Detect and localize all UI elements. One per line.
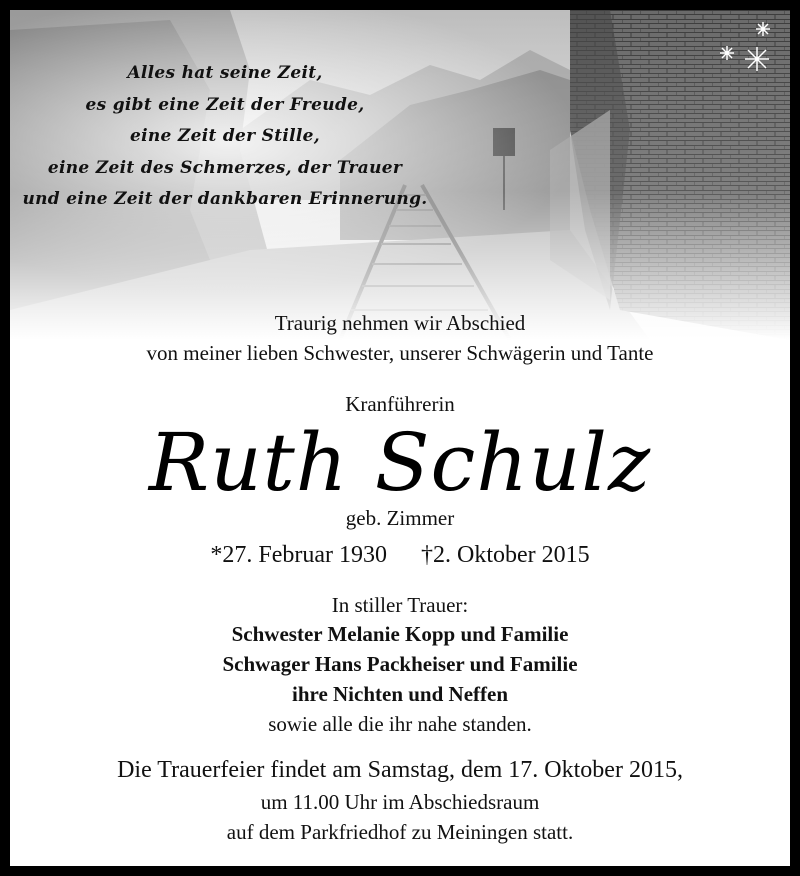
maiden-name: geb. Zimmer bbox=[345, 506, 455, 530]
intro-line-1: Traurig nehmen wir Abschied bbox=[274, 311, 526, 335]
service-line-2: um 11.00 Uhr im Abschiedsraum bbox=[260, 790, 540, 814]
verse-block bbox=[20, 58, 430, 216]
occupation: Kranführerin bbox=[345, 392, 455, 416]
verse-line: und eine Zeit der dankbaren Erinnerung. bbox=[22, 189, 428, 209]
birth-date: *27. Februar 1930 bbox=[210, 542, 387, 568]
mourners-heading: In stiller Trauer: bbox=[331, 593, 469, 617]
service-line-1: Die Trauerfeier findet am Samstag, dem 17. Oktober 2015, bbox=[117, 757, 683, 783]
service-line-3: auf dem Parkfriedhof zu Meiningen statt. bbox=[226, 820, 574, 844]
mourners-closing: sowie alle die ihr nahe standen. bbox=[268, 712, 532, 736]
verse-line: Alles hat seine Zeit, bbox=[127, 63, 323, 83]
deceased-name: Ruth Schulz bbox=[148, 416, 652, 509]
mourner-name: ihre Nichten und Neffen bbox=[291, 682, 509, 706]
mourner-name: Schwester Melanie Kopp und Familie bbox=[231, 622, 569, 646]
life-dates bbox=[10, 542, 790, 569]
mourner-name: Schwager Hans Packheiser und Familie bbox=[222, 652, 578, 676]
intro-line-2: von meiner lieben Schwester, unserer Schwägerin und Tante bbox=[146, 341, 654, 365]
death-date: †2. Oktober 2015 bbox=[420, 542, 590, 568]
verse-line: eine Zeit des Schmerzes, der Trauer bbox=[47, 157, 403, 178]
verse-line: eine Zeit der Stille, bbox=[130, 126, 320, 146]
verse-line: es gibt eine Zeit der Freude, bbox=[85, 94, 365, 115]
